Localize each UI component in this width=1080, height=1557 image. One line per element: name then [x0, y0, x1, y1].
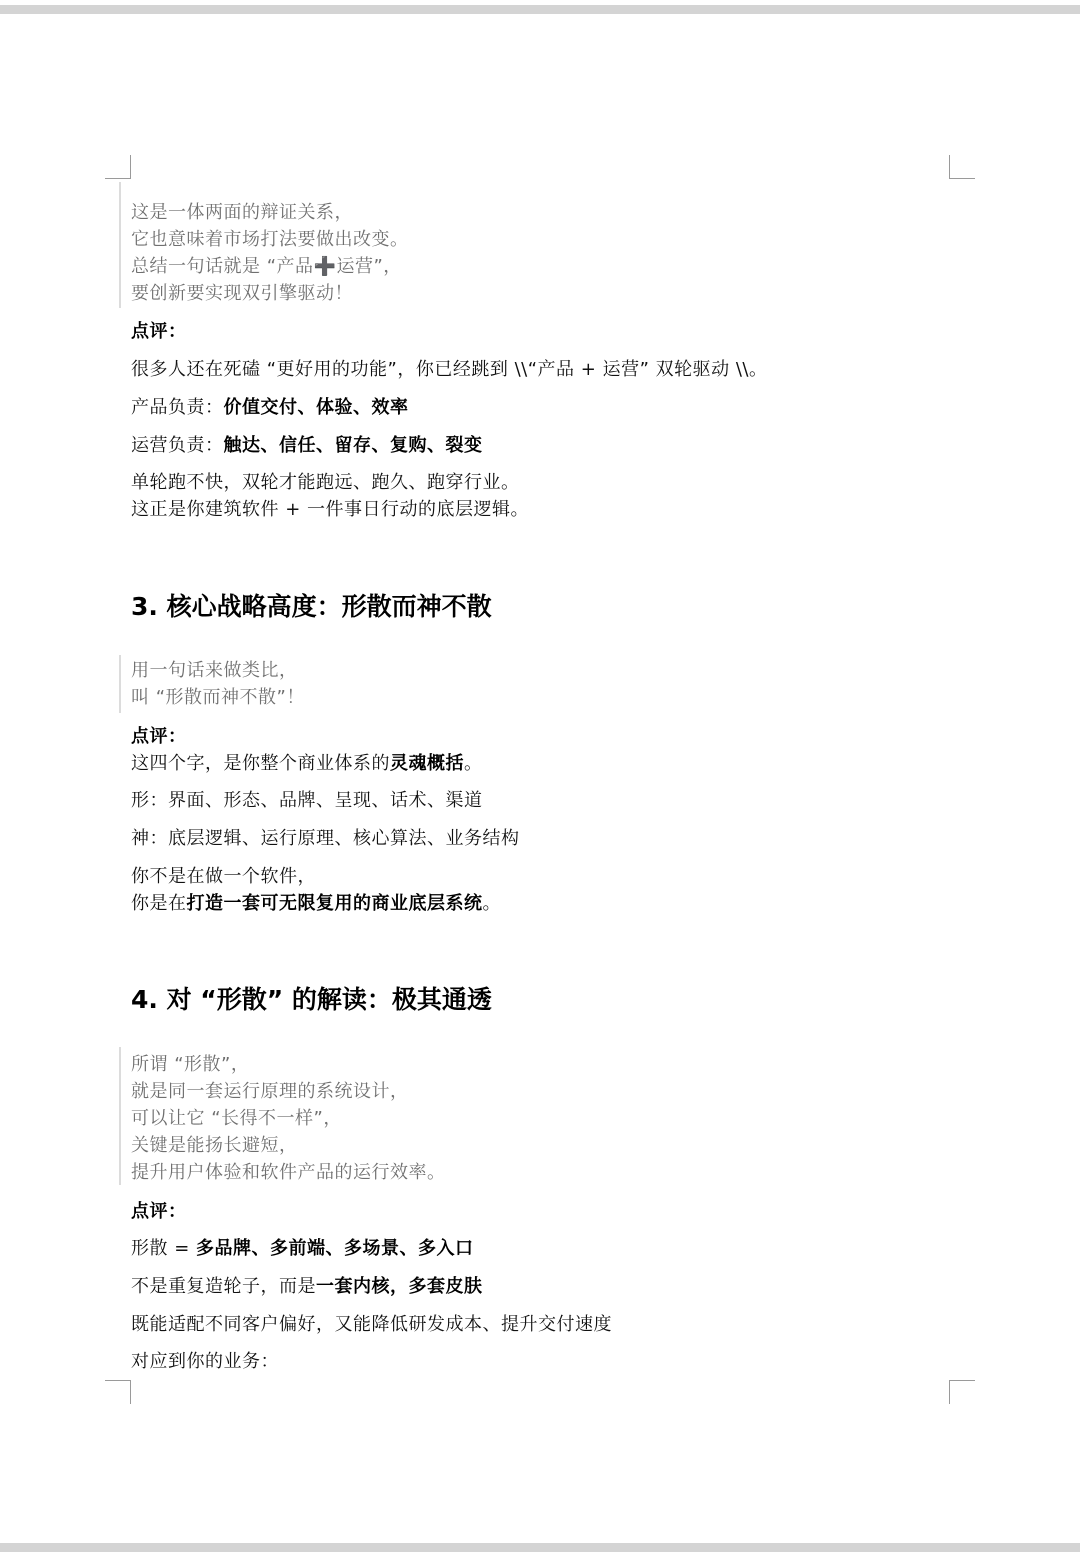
quote-line: 它也意味着市场打法要做出改变。	[131, 229, 409, 250]
quote-line: 所谓 “形散”，	[131, 1054, 250, 1075]
quote-bar	[119, 655, 121, 713]
quote-bar	[119, 1047, 121, 1185]
section-heading: 4. 对 “形散” 的解读：极其通透	[131, 985, 492, 1014]
quote-line: 可以让它 “长得不一样”，	[131, 1108, 342, 1129]
bold-text: 打造一套可无限复用的商业底层系统	[186, 893, 483, 914]
corner-mark-top-left	[130, 155, 131, 179]
paragraph: 既能适配不同客户偏好，又能降低研发成本、提升交付速度	[131, 1314, 612, 1335]
paragraph	[131, 1275, 483, 1299]
section-heading: 3. 核心战略高度：形散而神不散	[131, 592, 492, 621]
paragraph: 对应到你的业务：	[131, 1351, 279, 1372]
bold-text: 价值交付、体验、效率	[223, 397, 409, 418]
paragraph	[131, 1237, 474, 1261]
quote-line: 用一句话来做类比，	[131, 660, 298, 681]
quote-line: 这是一体两面的辩证关系，	[131, 202, 353, 223]
quote-line: 总结一句话就是 “产品➕运营”，	[131, 256, 402, 277]
text: 这四个字，是你整个商业体系的	[131, 753, 390, 774]
paragraph	[131, 752, 483, 776]
bottom-page-border	[0, 1543, 1080, 1552]
quote-line: 叫 “形散而神不散”！	[131, 687, 305, 708]
paragraph: 这正是你建筑软件 + 一件事日行动的底层逻辑。	[131, 499, 530, 520]
quote-line: 要创新要实现双引擎驱动！	[131, 283, 353, 304]
corner-mark-top-right-h	[949, 178, 975, 179]
corner-mark-bottom-right-h	[949, 1380, 975, 1381]
text: 。	[482, 893, 501, 914]
top-page-border	[0, 5, 1080, 14]
comment-label: 点评：	[131, 726, 187, 747]
text: 你是在	[131, 893, 187, 914]
label: 产品负责：	[131, 397, 224, 418]
text: 形散 =	[131, 1238, 197, 1259]
quote-line: 就是同一套运行原理的系统设计，	[131, 1081, 409, 1102]
corner-mark-bottom-left-h	[105, 1380, 131, 1381]
paragraph	[131, 892, 501, 916]
paragraph: 形：界面、形态、品牌、呈现、话术、渠道	[131, 790, 483, 811]
quote-line: 关键是能扬长避短，	[131, 1135, 298, 1156]
paragraph: 单轮跑不快，双轮才能跑远、跑久、跑穿行业。	[131, 472, 520, 493]
text: 不是重复造轮子，而是	[131, 1276, 316, 1297]
paragraph-product	[131, 396, 409, 420]
paragraph-ops	[131, 434, 483, 458]
corner-mark-top-right	[949, 155, 950, 179]
bold-text: 灵魂概括	[390, 753, 464, 774]
corner-mark-top-left-h	[105, 178, 131, 179]
comment-label: 点评：	[131, 1201, 187, 1222]
text: 。	[464, 753, 483, 774]
bold-text: 一套内核，多套皮肤	[316, 1276, 483, 1297]
quote-bar	[119, 182, 121, 308]
bold-text: 多品牌、多前端、多场景、多入口	[196, 1238, 474, 1259]
corner-mark-bottom-left	[130, 1380, 131, 1404]
quote-line: 提升用户体验和软件产品的运行效率。	[131, 1162, 446, 1183]
bold-text: 触达、信任、留存、复购、裂变	[223, 435, 483, 456]
label: 运营负责：	[131, 435, 224, 456]
paragraph: 你不是在做一个软件，	[131, 866, 316, 887]
comment-label: 点评：	[131, 321, 187, 342]
paragraph: 很多人还在死磕 “更好用的功能”，你已经跳到 \\“产品 + 运营” 双轮驱动 \\。	[131, 359, 768, 380]
corner-mark-bottom-right	[949, 1380, 950, 1404]
paragraph: 神：底层逻辑、运行原理、核心算法、业务结构	[131, 828, 520, 849]
